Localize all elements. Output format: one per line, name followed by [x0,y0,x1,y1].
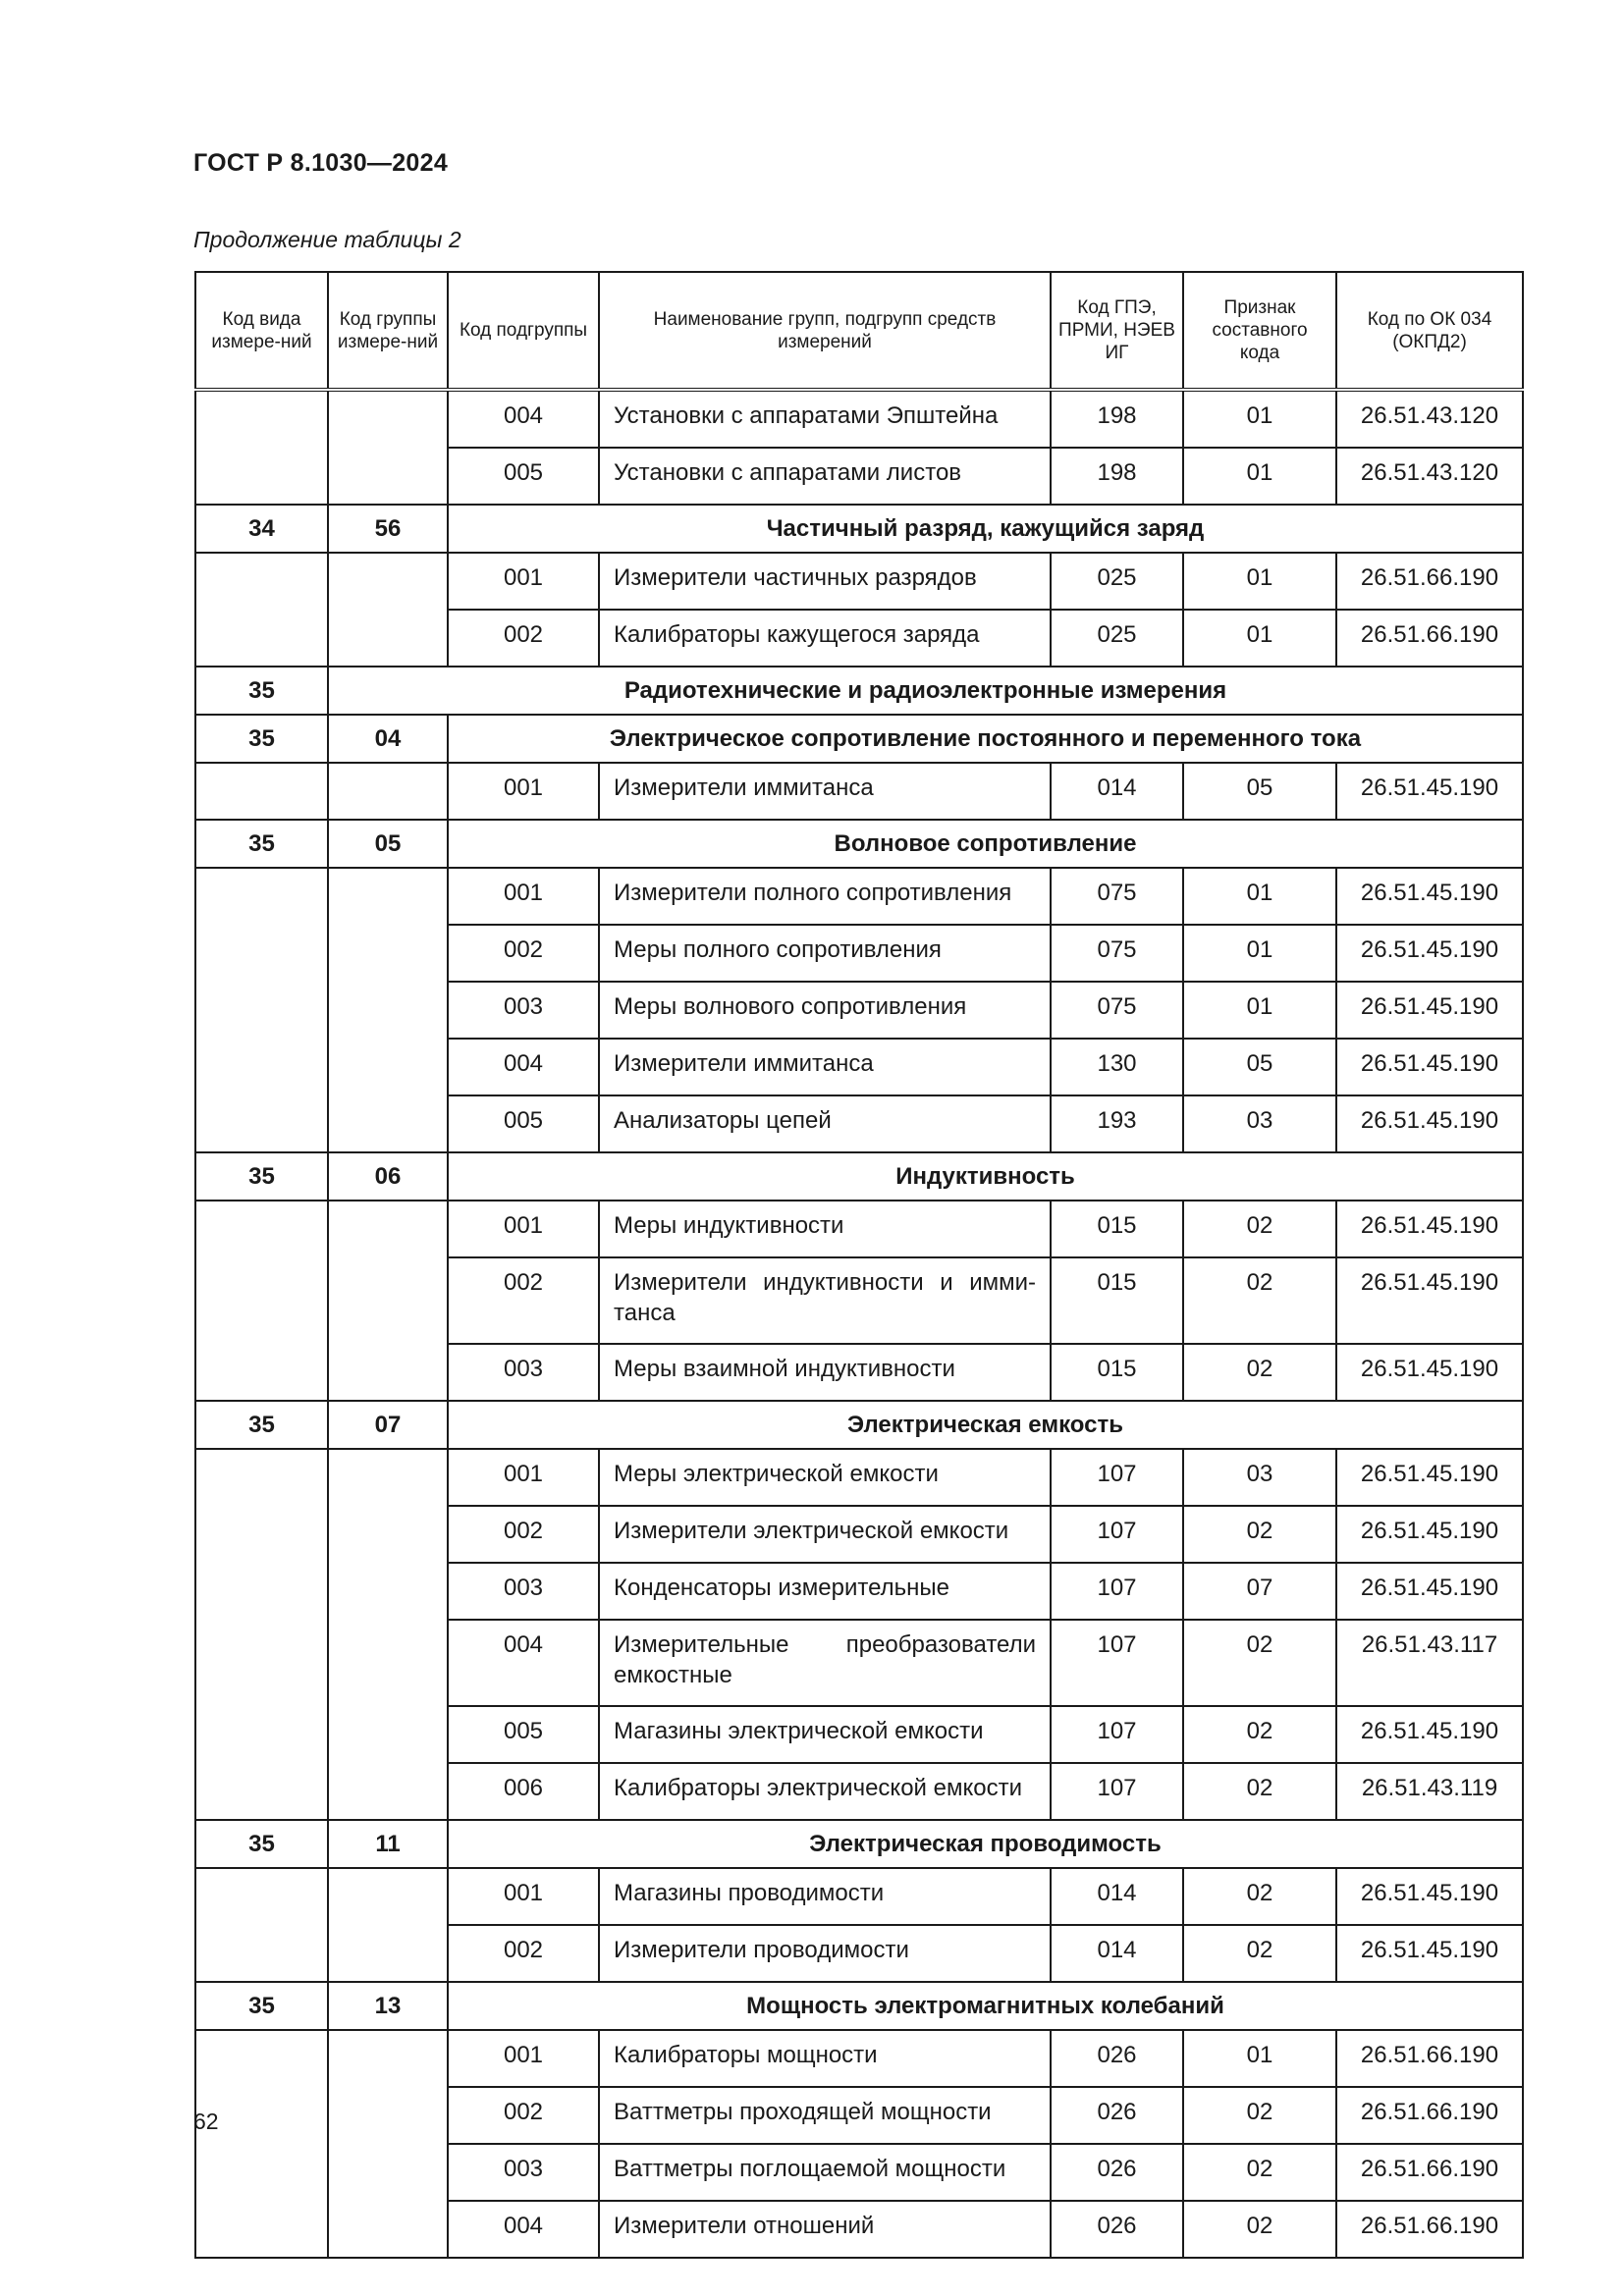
kind-code-cell: 35 [195,1820,328,1868]
name-cell: Калибраторы кажущегося заряда [599,610,1051,667]
name-cell: Меры взаимной индуктивности [599,1344,1051,1401]
subgroup-code-cell: 005 [448,1706,599,1763]
empty-kind-cell [195,868,328,1152]
name-cell: Установки с аппаратами Эпштейна [599,390,1051,448]
subgroup-code-cell: 003 [448,2144,599,2201]
gpe-code-cell: 015 [1051,1344,1183,1401]
composite-sign-cell: 02 [1183,1620,1336,1706]
group-code-cell: 04 [328,715,448,763]
empty-kind-cell [195,390,328,505]
group-row [195,1820,1523,1868]
group-code-cell: 11 [328,1820,448,1868]
subgroup-code-cell: 001 [448,2030,599,2087]
gpe-code-cell: 015 [1051,1257,1183,1344]
group-title-cell: Электрическая емкость [448,1401,1523,1449]
group-row [195,715,1523,763]
name-cell: Измерители электрической емкости [599,1506,1051,1563]
name-cell: Измерители индуктивности и имми-танса [599,1257,1051,1344]
composite-sign-cell: 01 [1183,390,1336,448]
composite-sign-cell: 02 [1183,1925,1336,1982]
gpe-code-cell: 107 [1051,1706,1183,1763]
group-row [195,820,1523,868]
subgroup-code-cell: 006 [448,1763,599,1820]
name-cell: Калибраторы электрической емкости [599,1763,1051,1820]
gpe-code-cell: 014 [1051,763,1183,820]
name-cell: Меры волнового сопротивления [599,982,1051,1039]
group-title-cell: Волновое сопротивление [448,820,1523,868]
name-cell: Магазины электрической емкости [599,1706,1051,1763]
composite-sign-cell: 02 [1183,2087,1336,2144]
document-title: ГОСТ Р 8.1030—2024 [193,149,449,177]
composite-sign-cell: 02 [1183,2201,1336,2258]
empty-kind-cell [195,553,328,667]
composite-sign-cell: 02 [1183,1506,1336,1563]
okpd-code-cell: 26.51.45.190 [1336,1201,1523,1257]
name-cell: Измерительные преобразователи емкостные [599,1620,1051,1706]
subgroup-code-cell: 001 [448,1201,599,1257]
header-group-code: Код группы измере-ний [328,272,448,390]
subgroup-code-cell: 002 [448,1925,599,1982]
name-cell: Измерители иммитанса [599,763,1051,820]
okpd-code-cell: 26.51.45.190 [1336,1257,1523,1344]
empty-kind-cell [195,1868,328,1982]
group-title-cell: Электрическое сопротивление постоянного и переменного тока [448,715,1523,763]
empty-group-cell [328,1868,448,1982]
subgroup-code-cell: 004 [448,2201,599,2258]
composite-sign-cell: 01 [1183,610,1336,667]
group-title-cell: Индуктивность [448,1152,1523,1201]
name-cell: Измерители отношений [599,2201,1051,2258]
composite-sign-cell: 01 [1183,868,1336,925]
empty-group-cell [328,553,448,667]
name-cell: Установки с аппаратами листов [599,448,1051,505]
gpe-code-cell: 026 [1051,2030,1183,2087]
name-cell: Измерители проводимости [599,1925,1051,1982]
empty-group-cell [328,868,448,1152]
empty-group-cell [328,390,448,505]
gpe-code-cell: 198 [1051,448,1183,505]
subgroup-code-cell: 002 [448,610,599,667]
gpe-code-cell: 026 [1051,2087,1183,2144]
subgroup-code-cell: 003 [448,1563,599,1620]
table-header-row [195,272,1523,390]
okpd-code-cell: 26.51.43.117 [1336,1620,1523,1706]
okpd-code-cell: 26.51.66.190 [1336,610,1523,667]
group-row [195,505,1523,553]
gpe-code-cell: 014 [1051,1925,1183,1982]
empty-group-cell [328,1201,448,1401]
table-row [195,763,1523,820]
okpd-code-cell: 26.51.45.190 [1336,1706,1523,1763]
header-gpe-code: Код ГПЭ, ПРМИ, НЭЕВ ИГ [1051,272,1183,390]
name-cell: Измерители полного сопротивления [599,868,1051,925]
header-kind-code: Код вида измере-ний [195,272,328,390]
okpd-code-cell: 26.51.43.120 [1336,448,1523,505]
empty-group-cell [328,1449,448,1820]
composite-sign-cell: 01 [1183,553,1336,610]
composite-sign-cell: 01 [1183,925,1336,982]
gpe-code-cell: 107 [1051,1563,1183,1620]
composite-sign-cell: 02 [1183,1344,1336,1401]
subgroup-code-cell: 001 [448,763,599,820]
composite-sign-cell: 01 [1183,448,1336,505]
table-body [195,390,1523,2258]
subgroup-code-cell: 002 [448,1257,599,1344]
composite-sign-cell: 03 [1183,1095,1336,1152]
subgroup-code-cell: 001 [448,1868,599,1925]
okpd-code-cell: 26.51.45.190 [1336,1925,1523,1982]
subgroup-code-cell: 004 [448,390,599,448]
composite-sign-cell: 02 [1183,1257,1336,1344]
kind-title-cell: Радиотехнические и радиоэлектронные измерения [328,667,1523,715]
composite-sign-cell: 01 [1183,982,1336,1039]
group-row [195,1152,1523,1201]
gpe-code-cell: 107 [1051,1449,1183,1506]
composite-sign-cell: 02 [1183,1201,1336,1257]
okpd-code-cell: 26.51.45.190 [1336,1563,1523,1620]
gpe-code-cell: 107 [1051,1763,1183,1820]
classification-table [194,271,1524,2259]
group-row [195,1401,1523,1449]
group-code-cell: 06 [328,1152,448,1201]
table-row [195,390,1523,448]
header-subgroup-code: Код подгруппы [448,272,599,390]
composite-sign-cell: 02 [1183,1763,1336,1820]
subgroup-code-cell: 004 [448,1620,599,1706]
okpd-code-cell: 26.51.45.190 [1336,1868,1523,1925]
okpd-code-cell: 26.51.45.190 [1336,868,1523,925]
kind-code-cell: 35 [195,667,328,715]
subgroup-code-cell: 005 [448,1095,599,1152]
group-title-cell: Частичный разряд, кажущийся заряд [448,505,1523,553]
gpe-code-cell: 130 [1051,1039,1183,1095]
subgroup-code-cell: 001 [448,553,599,610]
name-cell: Анализаторы цепей [599,1095,1051,1152]
name-cell: Магазины проводимости [599,1868,1051,1925]
gpe-code-cell: 193 [1051,1095,1183,1152]
kind-code-cell: 35 [195,1982,328,2030]
group-title-cell: Мощность электромагнитных колебаний [448,1982,1523,2030]
subgroup-code-cell: 003 [448,982,599,1039]
table-row [195,2030,1523,2087]
kind-code-cell: 35 [195,715,328,763]
empty-group-cell [328,2030,448,2258]
name-cell: Меры электрической емкости [599,1449,1051,1506]
kind-row [195,667,1523,715]
okpd-code-cell: 26.51.66.190 [1336,2201,1523,2258]
subgroup-code-cell: 002 [448,925,599,982]
name-cell: Измерители иммитанса [599,1039,1051,1095]
group-code-cell: 13 [328,1982,448,2030]
name-cell: Измерители частичных разрядов [599,553,1051,610]
header-okpd-code: Код по ОК 034 (ОКПД2) [1336,272,1523,390]
kind-code-cell: 35 [195,820,328,868]
gpe-code-cell: 075 [1051,925,1183,982]
name-cell: Ваттметры проходящей мощности [599,2087,1051,2144]
gpe-code-cell: 014 [1051,1868,1183,1925]
subgroup-code-cell: 002 [448,2087,599,2144]
okpd-code-cell: 26.51.45.190 [1336,925,1523,982]
name-cell: Конденсаторы измерительные [599,1563,1051,1620]
gpe-code-cell: 075 [1051,868,1183,925]
empty-group-cell [328,763,448,820]
group-row [195,1982,1523,2030]
group-code-cell: 07 [328,1401,448,1449]
empty-kind-cell [195,763,328,820]
table-row [195,1449,1523,1506]
gpe-code-cell: 107 [1051,1620,1183,1706]
group-title-cell: Электрическая проводимость [448,1820,1523,1868]
page-number: 62 [193,2109,219,2134]
okpd-code-cell: 26.51.45.190 [1336,982,1523,1039]
okpd-code-cell: 26.51.45.190 [1336,1039,1523,1095]
okpd-code-cell: 26.51.66.190 [1336,2087,1523,2144]
subgroup-code-cell: 001 [448,1449,599,1506]
gpe-code-cell: 026 [1051,2144,1183,2201]
composite-sign-cell: 03 [1183,1449,1336,1506]
kind-code-cell: 34 [195,505,328,553]
composite-sign-cell: 02 [1183,1706,1336,1763]
table-caption: Продолжение таблицы 2 [193,227,461,252]
empty-kind-cell [195,1449,328,1820]
kind-code-cell: 35 [195,1152,328,1201]
okpd-code-cell: 26.51.45.190 [1336,1506,1523,1563]
composite-sign-cell: 02 [1183,2144,1336,2201]
table-row [195,1868,1523,1925]
gpe-code-cell: 026 [1051,2201,1183,2258]
gpe-code-cell: 198 [1051,390,1183,448]
okpd-code-cell: 26.51.45.190 [1336,763,1523,820]
header-composite-sign: Признак составного кода [1183,272,1336,390]
okpd-code-cell: 26.51.66.190 [1336,2030,1523,2087]
gpe-code-cell: 107 [1051,1506,1183,1563]
composite-sign-cell: 07 [1183,1563,1336,1620]
okpd-code-cell: 26.51.66.190 [1336,2144,1523,2201]
name-cell: Калибраторы мощности [599,2030,1051,2087]
composite-sign-cell: 05 [1183,763,1336,820]
gpe-code-cell: 025 [1051,553,1183,610]
table-row [195,553,1523,610]
name-cell: Меры полного сопротивления [599,925,1051,982]
header-name: Наименование групп, подгрупп средств измерений [599,272,1051,390]
subgroup-code-cell: 004 [448,1039,599,1095]
okpd-code-cell: 26.51.45.190 [1336,1344,1523,1401]
kind-code-cell: 35 [195,1401,328,1449]
okpd-code-cell: 26.51.43.119 [1336,1763,1523,1820]
okpd-code-cell: 26.51.45.190 [1336,1095,1523,1152]
subgroup-code-cell: 001 [448,868,599,925]
composite-sign-cell: 01 [1183,2030,1336,2087]
gpe-code-cell: 025 [1051,610,1183,667]
table-row [195,868,1523,925]
group-code-cell: 05 [328,820,448,868]
okpd-code-cell: 26.51.43.120 [1336,390,1523,448]
gpe-code-cell: 015 [1051,1201,1183,1257]
group-code-cell: 56 [328,505,448,553]
okpd-code-cell: 26.51.66.190 [1336,553,1523,610]
empty-kind-cell [195,1201,328,1401]
empty-kind-cell [195,2030,328,2258]
composite-sign-cell: 02 [1183,1868,1336,1925]
okpd-code-cell: 26.51.45.190 [1336,1449,1523,1506]
table-row [195,1201,1523,1257]
subgroup-code-cell: 005 [448,448,599,505]
name-cell: Ваттметры поглощаемой мощности [599,2144,1051,2201]
gpe-code-cell: 075 [1051,982,1183,1039]
composite-sign-cell: 05 [1183,1039,1336,1095]
subgroup-code-cell: 002 [448,1506,599,1563]
name-cell: Меры индуктивности [599,1201,1051,1257]
subgroup-code-cell: 003 [448,1344,599,1401]
